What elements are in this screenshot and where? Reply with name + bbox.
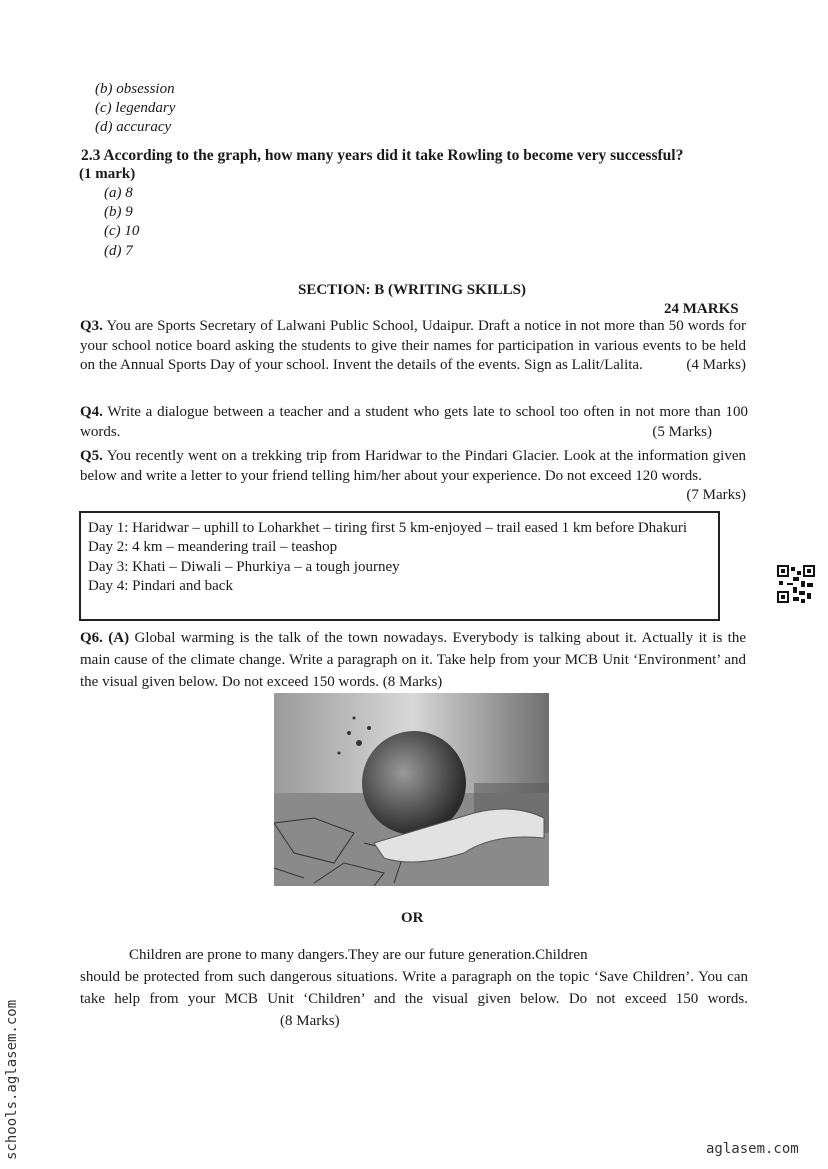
question-4 <box>80 403 748 442</box>
day-3: Day 3: Khati – Diwali – Phurkiya – a tough journey <box>88 558 400 575</box>
day-2: Day 2: 4 km – meandering trail – teashop <box>88 539 338 556</box>
side-watermark: schools.aglasem.com <box>4 999 20 1160</box>
q5-text: You recently went on a trekking trip from Haridwar to the Pindari Glacier. Look at the information given below and write a letter to your friend telling him/her about your experience. Do not exceed 120 words. <box>80 448 746 484</box>
question-5 <box>80 447 746 506</box>
q6-text: Global warming is the talk of the town nowadays. Everybody is talking about it. Actually it is the main cause of the climate change. Write a paragraph on it. Take help from your MCB Unit ‘Environment’ and the visual given below. Do not exceed 150 words. (8 Marks) <box>80 630 747 690</box>
q6b-text: should be protected from such dangerous situations. Write a paragraph on the topic ‘Save Children’. You can take help from your MCB Unit ‘Children’ and the visual given below. Do not exceed 150 words. <box>80 969 748 1007</box>
q6b-first-line: Children are prone to many dangers.They are our future generation.Children <box>129 947 588 963</box>
option-c: (c) legendary <box>95 100 176 116</box>
q3-text: You are Sports Secretary of Lalwani Public School, Udaipur. Draft a notice in not more than 50 words for your school notice board asking the students to give their names for participation in various events to be held on the Annual Sports Day of your school. Invent the details of the events. Sign as Lalit/Lalita. <box>80 318 746 373</box>
option-b: (b) obsession <box>95 81 175 97</box>
question-6b <box>80 966 748 1032</box>
q6b-marks: (8 Marks) <box>280 1013 340 1029</box>
q3-marks: (4 Marks) <box>686 357 746 373</box>
question-3 <box>80 317 746 376</box>
section-title: SECTION: B (WRITING SKILLS) <box>298 282 526 298</box>
question-6a <box>80 627 746 693</box>
q6-label: Q6. (A) <box>80 630 130 646</box>
footer-watermark: aglasem.com <box>706 1141 799 1157</box>
q4-text: Write a dialogue between a teacher and a student who gets late to school too often in not more than 100 words. <box>80 404 748 440</box>
section-marks: 24 MARKS <box>664 301 739 317</box>
option-a: (a) 8 <box>104 185 133 201</box>
q4-label: Q4. <box>80 404 103 420</box>
q4-marks: (5 Marks) <box>652 423 712 440</box>
option-d: (d) accuracy <box>95 119 172 135</box>
day-1: Day 1: Haridwar – uphill to Loharkhet – tiring first 5 km-enjoyed – trail eased 1 km before Dhakuri <box>88 520 688 536</box>
qr-code-icon <box>777 565 815 603</box>
option-c: (c) 10 <box>104 223 140 239</box>
or-divider: OR <box>401 910 424 926</box>
q5-label: Q5. <box>80 448 103 464</box>
day-4: Day 4: Pindari and back <box>88 577 233 594</box>
q5-marks: (7 Marks) <box>686 487 746 503</box>
q3-label: Q3. <box>80 318 103 334</box>
trip-info-box <box>79 511 720 621</box>
option-b: (b) 9 <box>104 204 133 220</box>
global-warming-image <box>274 693 549 886</box>
question-2-3: 2.3 According to the graph, how many years did it take Rowling to become very successful? <box>81 147 684 164</box>
question-2-3-marks: (1 mark) <box>79 166 136 182</box>
option-d: (d) 7 <box>104 243 133 259</box>
